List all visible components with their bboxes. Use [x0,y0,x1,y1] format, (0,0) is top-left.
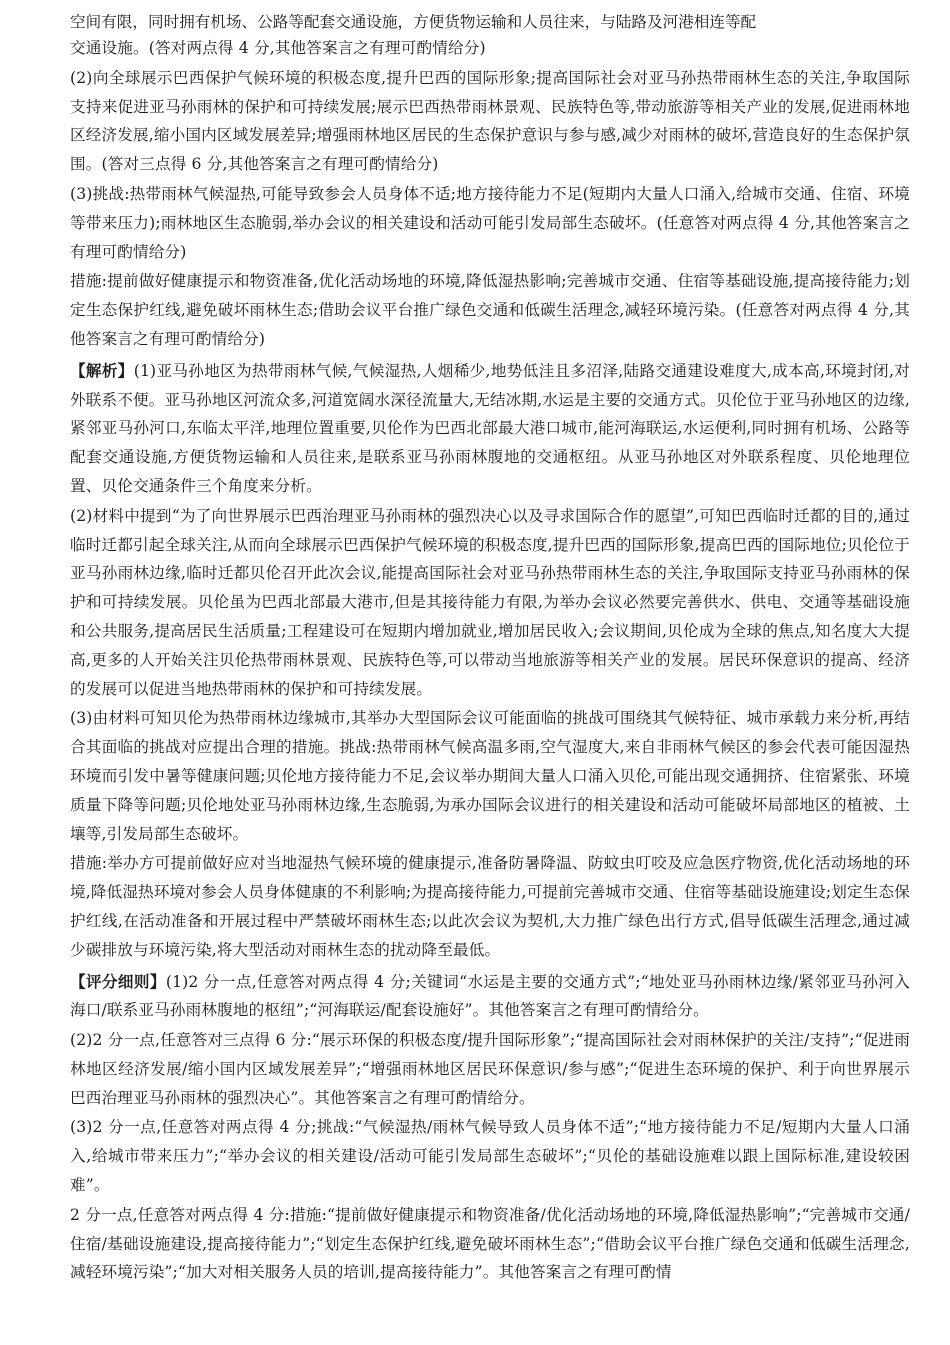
answer-3-measures: 措施:提前做好健康提示和物资准备,优化活动场地的环境,降低湿热影响;完善城市交通、住宿等基础设施,提高接待能力;划定生态保护红线,避免破坏雨林生态;借助会议平台推广绿色交通和低碳生活理念,减轻环境污染。(任意答对两点得 4 分,其他答案言之有理可酌情给分) [70,272,910,348]
analysis-1-text: (1)亚马孙地区为热带雨林气候,气候湿热,人烟稀少,地势低洼且多沼泽,陆路交通建设难度大,成本高,环境封闭,对外联系不便。亚马孙地区河流众多,河道宽阔水深径流量大,无结冰期,水运是主要的交通方式。贝伦位于亚马孙地区的边缘,紧邻亚马孙河口,东临太平洋,地理位置重要,贝伦作为巴西北部最大港口城市,能河海联运,水运便利,同时拥有机场、公路等配套交通设施,方便货物运输和人员往来,是联系亚马孙雨林腹地的交通枢纽。从亚马孙地区对外联系程度、贝伦地理位置、贝伦交通条件三个角度来分析。 [70,361,910,495]
analysis-4: 措施:举办方可提前做好应对当地湿热气候环境的健康提示,准备防暑降温、防蚊虫叮咬及应急医疗物资,优化活动场地的环境,降低湿热环境对参会人员身体健康的不利影响;为提高接待能力,可提前完善城市交通、住宿等基础设施建设;划定生态保护红线,在活动准备和开展过程中严禁破坏雨林生态;以此次会议为契机,大力推广绿色出行方式,倡导低碳生活理念,通过减少碳排放与环境污染,将大型活动对雨林生态的扰动降至最低。 [70,854,910,959]
cut-off-text: 空间有限，同时拥有机场、公路等配套交通设施，方便货物运输和人员往来，与陆路及河港相连等配 [70,13,757,31]
answer-2: (2)向全球展示巴西保护气候环境的积极态度,提升巴西的国际形象;提高国际社会对亚马孙热带雨林生态的关注,争取国际支持来促进亚马孙雨林的保护和可持续发展;展示巴西热带雨林景观、民族特色等,带动旅游等相关产业的发展,促进雨林地区经济发展,缩小国内区域发展差异;增强雨林地区居民的生态保护意识与参与感,减少对雨林的破坏,营造良好的生态保护氛围。(答对三点得 6 分,其他答案言之有理可酌情给分) [70,68,910,174]
rubric-1 [70,968,910,1026]
rubric-1-text: (1)2 分一点,任意答对两点得 4 分;关键词“水运是主要的交通方式”;“地处亚马孙雨林边缘/紧邻亚马孙河入海口/联系亚马孙雨林腹地的枢纽”;“河海联运/配套设施好”。其他答案言之有理可酌情给分。 [70,972,911,1020]
rubric-2: (2)2 分一点,任意答对三点得 6 分:“展示环保的积极态度/提升国际形象”;“提高国际社会对雨林保护的关注/支持”;“促进雨林地区经济发展/缩小国内区域发展差异”;“增强雨林地区居民环保意识/参与感”;“促进生态环境的保护、利于向世界展示巴西治理亚马孙雨林的强烈决心”。其他答案言之有理可酌情给分。 [70,1031,910,1107]
rubric-label: 【评分细则】 [70,971,166,991]
rubric-3: (3)2 分一点,任意答对两点得 4 分;挑战:“气候湿热/雨林气候导致人员身体不适”;“地方接待能力不足/短期内大量人口涌入,给城市带来压力”;“举办会议的相关建设/活动可能引发局部生态破坏”;“贝伦的基础设施难以跟上国际标准,建设较困难”。 [70,1118,910,1195]
cut-off-top-line [70,13,910,34]
rubric-4: 2 分一点,任意答对两点得 4 分:措施:“提前做好健康提示和物资准备/优化活动场地的环境,降低湿热影响”;“完善城市交通/住宿/基础设施建设,提高接待能力”;“划定生态保护红线,避免破坏雨林生态”;“借助会议平台推广绿色交通和低碳生活理念,减轻环境污染”;“加大对相关服务人员的培训,提高接待能力”。其他答案言之有理可酌情 [70,1205,910,1282]
answer-3-challenge: (3)挑战:热带雨林气候湿热,可能导致参会人员身体不适;地方接待能力不足(短期内大量人口涌入,给城市交通、住宿、环境等带来压力);雨林地区生态脆弱,举办会议的相关建设和活动可能引发局部生态破坏。(任意答对两点得 4 分,其他答案言之有理可酌情给分) [70,184,910,261]
analysis-3: (3)由材料可知贝伦为热带雨林边缘城市,其举办大型国际会议可能面临的挑战可围绕其气候特征、城市承载力来分析,再结合其面临的挑战对应提出合理的措施。挑战:热带雨林气候高温多雨,空气湿度大,来自非雨林气候区的参会代表可能因湿热环境而引发中暑等健康问题;贝伦地方接待能力不足,会议举办期间大量人口涌入贝伦,可能出现交通拥挤、住宿紧张、环境质量下降等问题;贝伦地处亚马孙雨林边缘,生态脆弱,为承办国际会议进行的相关建设和活动可能破坏局部地区的植被、土壤等,引发局部生态破坏。 [70,709,910,843]
answer-1-end: 交通设施。(答对两点得 4 分,其他答案言之有理可酌情给分) [70,39,486,57]
analysis-label: 【解析】 [70,360,134,380]
analysis-1 [70,357,910,501]
analysis-2: (2)材料中提到“为了向世界展示巴西治理亚马孙雨林的强烈决心以及寻求国际合作的愿望”,可知巴西临时迁都的目的,通过临时迁都引起全球关注,从而向全球展示巴西保护气候环境的积极态度,提升巴西的国际形象,提高巴西的国际地位;贝伦位于亚马孙雨林边缘,临时迁都贝伦召开此次会议,能提高国际社会对亚马孙热带雨林生态的关注,争取国际支持亚马孙雨林的保护和可持续发展。贝伦虽为巴西北部最大港市,但是其接待能力有限,为举办会议必然要完善供水、供电、交通等基础设施和公共服务,提高居民生活质量;工程建设可在短期内增加就业,增加居民收入;会议期间,贝伦成为全球的焦点,知名度大大提高,更多的人开始关注贝伦热带雨林景观、民族特色等,可以带动当地旅游等相关产业的发展。居民环保意识的提高、经济的发展可以促进当地热带雨林的保护和可持续发展。 [70,506,910,698]
